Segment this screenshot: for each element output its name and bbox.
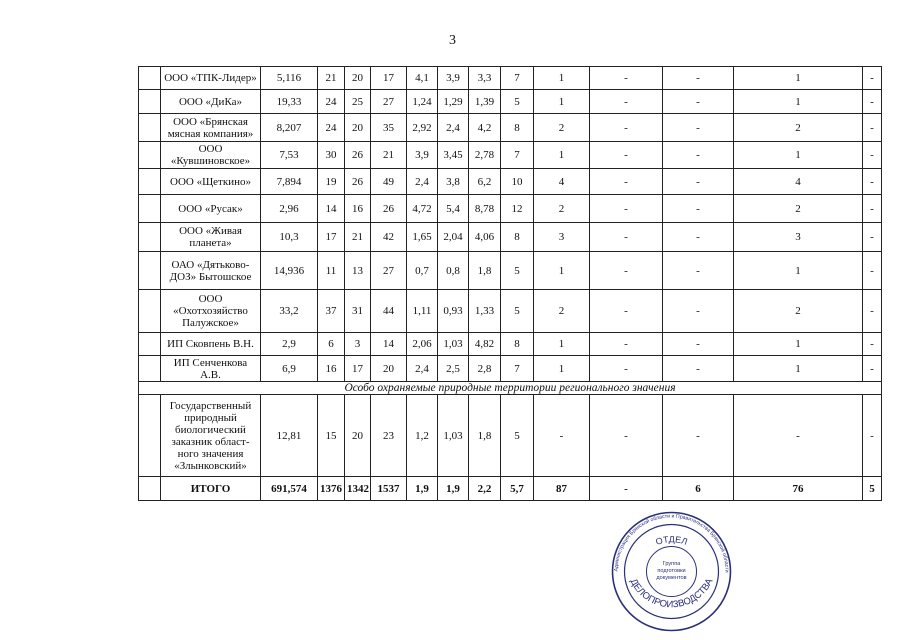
value-cell-c5: 3,9 <box>407 142 438 169</box>
table-row <box>139 90 882 114</box>
value-cell-c1: 691,574 <box>261 477 318 501</box>
value-cell-c1: 19,33 <box>261 90 318 114</box>
value-cell-c10: - <box>590 169 663 195</box>
value-cell-c5: 2,4 <box>407 169 438 195</box>
row-spacer-cell <box>139 142 161 169</box>
organization-name-cell: ООО «Щеткино» <box>161 169 261 195</box>
stamp-outer-text: Администрация Брянской области и Правительства Брянской области <box>613 513 730 573</box>
value-cell-c13: - <box>863 252 882 290</box>
table-row <box>139 356 882 382</box>
value-cell-c4: 1537 <box>371 477 407 501</box>
value-cell-c9: 87 <box>534 477 590 501</box>
total-row <box>139 477 882 501</box>
value-cell-c13: - <box>863 290 882 333</box>
value-cell-c13: 5 <box>863 477 882 501</box>
value-cell-c9: 4 <box>534 169 590 195</box>
value-cell-c1: 5,116 <box>261 67 318 90</box>
row-spacer-cell <box>139 67 161 90</box>
value-cell-c1: 2,9 <box>261 333 318 356</box>
value-cell-c3: 1342 <box>345 477 371 501</box>
value-cell-c8: 7 <box>501 356 534 382</box>
value-cell-c10: - <box>590 195 663 223</box>
value-cell-c10: - <box>590 252 663 290</box>
value-cell-c2: 21 <box>318 67 345 90</box>
section-heading-row <box>139 382 882 395</box>
value-cell-c11: - <box>663 142 734 169</box>
stamp-center-line2: подготовки <box>657 568 686 574</box>
row-spacer-cell <box>139 90 161 114</box>
row-spacer-cell <box>139 223 161 252</box>
value-cell-c7: 2,78 <box>469 142 501 169</box>
value-cell-c10: - <box>590 356 663 382</box>
table-row <box>139 290 882 333</box>
value-cell-c3: 20 <box>345 114 371 142</box>
value-cell-c8: 8 <box>501 114 534 142</box>
value-cell-c3: 20 <box>345 67 371 90</box>
value-cell-c3: 21 <box>345 223 371 252</box>
organization-name-cell: ИП Сковпень В.Н. <box>161 333 261 356</box>
value-cell-c11: - <box>663 333 734 356</box>
value-cell-c4: 35 <box>371 114 407 142</box>
value-cell-c6: 2,04 <box>438 223 469 252</box>
value-cell-c13: - <box>863 114 882 142</box>
value-cell-c7: 1,39 <box>469 90 501 114</box>
value-cell-c6: 1,9 <box>438 477 469 501</box>
value-cell-c10: - <box>590 142 663 169</box>
value-cell-c6: 1,29 <box>438 90 469 114</box>
value-cell-c9: 2 <box>534 290 590 333</box>
stamp-top-text: ОТДЕЛ <box>654 534 689 547</box>
organization-name-cell: ООО «Кувшиновское» <box>161 142 261 169</box>
row-spacer-cell <box>139 477 161 501</box>
value-cell-c2: 19 <box>318 169 345 195</box>
value-cell-c8: 5,7 <box>501 477 534 501</box>
value-cell-c5: 2,06 <box>407 333 438 356</box>
value-cell-c9: - <box>534 395 590 477</box>
value-cell-c1: 10,3 <box>261 223 318 252</box>
value-cell-c12: 1 <box>734 356 863 382</box>
value-cell-c4: 27 <box>371 252 407 290</box>
value-cell-c4: 26 <box>371 195 407 223</box>
value-cell-c2: 24 <box>318 90 345 114</box>
value-cell-c7: 1,8 <box>469 395 501 477</box>
value-cell-c7: 8,78 <box>469 195 501 223</box>
value-cell-c3: 13 <box>345 252 371 290</box>
value-cell-c5: 2,4 <box>407 356 438 382</box>
value-cell-c3: 3 <box>345 333 371 356</box>
value-cell-c11: - <box>663 395 734 477</box>
value-cell-c2: 6 <box>318 333 345 356</box>
value-cell-c1: 7,53 <box>261 142 318 169</box>
table-row <box>139 169 882 195</box>
row-spacer-cell <box>139 356 161 382</box>
value-cell-c3: 25 <box>345 90 371 114</box>
value-cell-c8: 7 <box>501 142 534 169</box>
value-cell-c7: 1,8 <box>469 252 501 290</box>
value-cell-c12: 76 <box>734 477 863 501</box>
value-cell-c12: 2 <box>734 114 863 142</box>
value-cell-c12: 1 <box>734 333 863 356</box>
table-row <box>139 67 882 90</box>
organization-name-cell: Государственный природный биологический заказник област-ного значения «Злынковский» <box>161 395 261 477</box>
value-cell-c6: 0,93 <box>438 290 469 333</box>
value-cell-c2: 15 <box>318 395 345 477</box>
value-cell-c13: - <box>863 142 882 169</box>
value-cell-c9: 1 <box>534 356 590 382</box>
value-cell-c12: 1 <box>734 67 863 90</box>
value-cell-c1: 6,9 <box>261 356 318 382</box>
organization-name-cell: ООО «Охотхозяйство Палужское» <box>161 290 261 333</box>
value-cell-c6: 3,45 <box>438 142 469 169</box>
value-cell-c2: 1376 <box>318 477 345 501</box>
row-spacer-cell <box>139 333 161 356</box>
value-cell-c5: 1,65 <box>407 223 438 252</box>
value-cell-c12: 4 <box>734 169 863 195</box>
value-cell-c1: 14,936 <box>261 252 318 290</box>
value-cell-c7: 3,3 <box>469 67 501 90</box>
value-cell-c3: 26 <box>345 169 371 195</box>
value-cell-c4: 21 <box>371 142 407 169</box>
table-row <box>139 142 882 169</box>
value-cell-c13: - <box>863 195 882 223</box>
value-cell-c6: 5,4 <box>438 195 469 223</box>
organization-name-cell: ООО «ДиКа» <box>161 90 261 114</box>
value-cell-c12: 2 <box>734 290 863 333</box>
value-cell-c12: - <box>734 395 863 477</box>
value-cell-c10: - <box>590 114 663 142</box>
value-cell-c3: 16 <box>345 195 371 223</box>
value-cell-c4: 27 <box>371 90 407 114</box>
value-cell-c11: - <box>663 90 734 114</box>
value-cell-c3: 20 <box>345 395 371 477</box>
value-cell-c7: 4,2 <box>469 114 501 142</box>
value-cell-c7: 1,33 <box>469 290 501 333</box>
value-cell-c13: - <box>863 90 882 114</box>
value-cell-c9: 1 <box>534 67 590 90</box>
stamp-center-line1: Группа <box>662 561 681 567</box>
value-cell-c1: 8,207 <box>261 114 318 142</box>
organization-name-cell: ОАО «Дятьково-ДОЗ» Бытошское <box>161 252 261 290</box>
value-cell-c13: - <box>863 169 882 195</box>
value-cell-c5: 0,7 <box>407 252 438 290</box>
value-cell-c7: 2,8 <box>469 356 501 382</box>
value-cell-c6: 0,8 <box>438 252 469 290</box>
value-cell-c1: 12,81 <box>261 395 318 477</box>
value-cell-c8: 8 <box>501 223 534 252</box>
value-cell-c13: - <box>863 395 882 477</box>
value-cell-c2: 37 <box>318 290 345 333</box>
value-cell-c7: 2,2 <box>469 477 501 501</box>
value-cell-c6: 2,4 <box>438 114 469 142</box>
stamp-center-line3: документов <box>656 575 687 581</box>
table-row <box>139 333 882 356</box>
value-cell-c11: - <box>663 114 734 142</box>
value-cell-c11: - <box>663 356 734 382</box>
organization-name-cell: ООО «ТПК-Лидер» <box>161 67 261 90</box>
value-cell-c8: 8 <box>501 333 534 356</box>
value-cell-c11: - <box>663 169 734 195</box>
value-cell-c2: 11 <box>318 252 345 290</box>
value-cell-c9: 1 <box>534 142 590 169</box>
value-cell-c3: 17 <box>345 356 371 382</box>
value-cell-c4: 23 <box>371 395 407 477</box>
official-stamp <box>611 511 732 632</box>
value-cell-c1: 33,2 <box>261 290 318 333</box>
value-cell-c2: 24 <box>318 114 345 142</box>
organization-name-cell: ИП Сенченкова А.В. <box>161 356 261 382</box>
row-spacer-cell <box>139 252 161 290</box>
value-cell-c8: 10 <box>501 169 534 195</box>
value-cell-c9: 1 <box>534 90 590 114</box>
row-spacer-cell <box>139 114 161 142</box>
value-cell-c9: 1 <box>534 333 590 356</box>
table-row <box>139 252 882 290</box>
value-cell-c7: 4,06 <box>469 223 501 252</box>
table-row <box>139 114 882 142</box>
section-title: Особо охраняемые природные территории регионального значения <box>139 382 882 395</box>
value-cell-c10: - <box>590 223 663 252</box>
row-spacer-cell <box>139 290 161 333</box>
value-cell-c10: - <box>590 477 663 501</box>
value-cell-c13: - <box>863 356 882 382</box>
value-cell-c12: 2 <box>734 195 863 223</box>
value-cell-c8: 12 <box>501 195 534 223</box>
value-cell-c11: - <box>663 252 734 290</box>
value-cell-c3: 26 <box>345 142 371 169</box>
value-cell-c12: 1 <box>734 142 863 169</box>
value-cell-c12: 1 <box>734 252 863 290</box>
value-cell-c5: 1,9 <box>407 477 438 501</box>
value-cell-c2: 14 <box>318 195 345 223</box>
value-cell-c5: 1,2 <box>407 395 438 477</box>
value-cell-c5: 1,11 <box>407 290 438 333</box>
value-cell-c11: - <box>663 290 734 333</box>
table-row <box>139 395 882 477</box>
value-cell-c8: 5 <box>501 395 534 477</box>
row-spacer-cell <box>139 169 161 195</box>
value-cell-c12: 3 <box>734 223 863 252</box>
value-cell-c1: 2,96 <box>261 195 318 223</box>
value-cell-c4: 49 <box>371 169 407 195</box>
value-cell-c2: 16 <box>318 356 345 382</box>
value-cell-c4: 17 <box>371 67 407 90</box>
value-cell-c9: 2 <box>534 114 590 142</box>
value-cell-c10: - <box>590 67 663 90</box>
organization-name-cell: ООО «Живая планета» <box>161 223 261 252</box>
value-cell-c7: 6,2 <box>469 169 501 195</box>
value-cell-c5: 1,24 <box>407 90 438 114</box>
table-row <box>139 195 882 223</box>
value-cell-c2: 30 <box>318 142 345 169</box>
value-cell-c4: 44 <box>371 290 407 333</box>
value-cell-c8: 5 <box>501 290 534 333</box>
row-spacer-cell <box>139 395 161 477</box>
value-cell-c12: 1 <box>734 90 863 114</box>
value-cell-c6: 1,03 <box>438 395 469 477</box>
value-cell-c10: - <box>590 395 663 477</box>
value-cell-c11: - <box>663 223 734 252</box>
value-cell-c13: - <box>863 333 882 356</box>
table-row <box>139 223 882 252</box>
value-cell-c8: 5 <box>501 90 534 114</box>
value-cell-c5: 4,72 <box>407 195 438 223</box>
value-cell-c11: - <box>663 67 734 90</box>
value-cell-c6: 2,5 <box>438 356 469 382</box>
organization-name-cell: ООО «Брянская мясная компания» <box>161 114 261 142</box>
value-cell-c5: 4,1 <box>407 67 438 90</box>
value-cell-c2: 17 <box>318 223 345 252</box>
value-cell-c13: - <box>863 223 882 252</box>
page-number: 3 <box>449 33 456 48</box>
value-cell-c8: 7 <box>501 67 534 90</box>
value-cell-c10: - <box>590 333 663 356</box>
wildlife-table <box>138 66 882 501</box>
value-cell-c4: 20 <box>371 356 407 382</box>
value-cell-c3: 31 <box>345 290 371 333</box>
value-cell-c5: 2,92 <box>407 114 438 142</box>
organization-name-cell: ООО «Русак» <box>161 195 261 223</box>
organization-name-cell: ИТОГО <box>161 477 261 501</box>
row-spacer-cell <box>139 195 161 223</box>
value-cell-c7: 4,82 <box>469 333 501 356</box>
value-cell-c9: 1 <box>534 252 590 290</box>
value-cell-c6: 3,8 <box>438 169 469 195</box>
value-cell-c4: 42 <box>371 223 407 252</box>
value-cell-c6: 1,03 <box>438 333 469 356</box>
value-cell-c8: 5 <box>501 252 534 290</box>
value-cell-c11: 6 <box>663 477 734 501</box>
value-cell-c9: 2 <box>534 195 590 223</box>
value-cell-c10: - <box>590 290 663 333</box>
value-cell-c4: 14 <box>371 333 407 356</box>
stamp-bottom-text: ДЕЛОПРОИЗВОДСТВА <box>627 576 716 611</box>
value-cell-c10: - <box>590 90 663 114</box>
value-cell-c13: - <box>863 67 882 90</box>
value-cell-c11: - <box>663 195 734 223</box>
value-cell-c1: 7,894 <box>261 169 318 195</box>
value-cell-c9: 3 <box>534 223 590 252</box>
value-cell-c6: 3,9 <box>438 67 469 90</box>
